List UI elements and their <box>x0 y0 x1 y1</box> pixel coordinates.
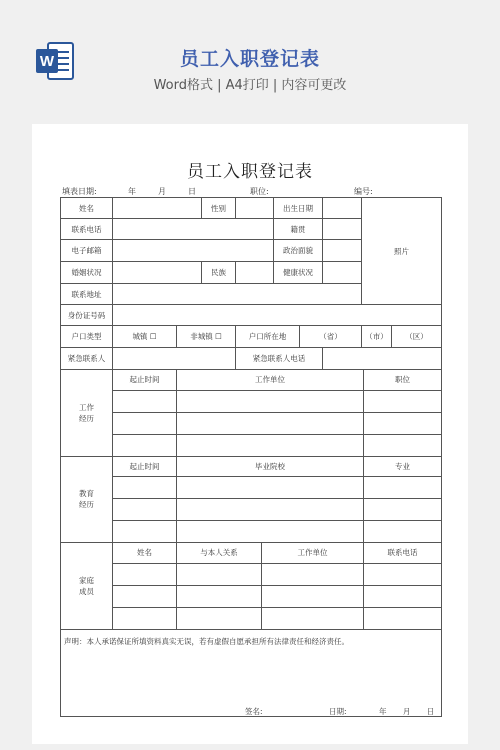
work-unit-cell[interactable] <box>177 434 364 456</box>
political-status-field[interactable] <box>323 240 362 262</box>
family-phone-cell[interactable] <box>364 585 442 607</box>
family-label-line2: 成员 <box>79 586 94 596</box>
ethnicity-field[interactable] <box>236 262 274 284</box>
work-position-cell[interactable] <box>364 434 442 456</box>
fill-year-label: 年 <box>128 187 136 196</box>
work-position-header: 职位 <box>364 370 442 391</box>
major-cell[interactable] <box>364 521 442 543</box>
edu-period-cell[interactable] <box>113 521 177 543</box>
emergency-phone-field[interactable] <box>323 348 442 370</box>
health-label: 健康状况 <box>274 262 323 284</box>
phone-field[interactable] <box>113 219 274 240</box>
emergency-contact-label: 紧急联系人 <box>61 348 113 370</box>
family-name-cell[interactable] <box>113 607 177 629</box>
declaration-text: 声明：本人承诺保证所填资料真实无误，若有虚假自愿承担所有法律责任和经济责任。 <box>64 636 349 646</box>
number-label: 编号: <box>354 187 373 196</box>
school-cell[interactable] <box>177 477 364 499</box>
relation-cell[interactable] <box>177 585 262 607</box>
signature-date-label: 日期: <box>329 706 347 716</box>
family-name-cell[interactable] <box>113 585 177 607</box>
family-work-unit-cell[interactable] <box>262 563 364 585</box>
work-period-header: 起止时间 <box>113 370 177 391</box>
fill-month-label: 月 <box>158 187 166 196</box>
family-label-line1: 家庭 <box>79 575 94 585</box>
registration-form-table <box>60 197 442 717</box>
ethnicity-label: 民族 <box>202 262 236 284</box>
family-work-unit-header: 工作单位 <box>262 543 364 564</box>
photo-area[interactable]: 照片 <box>362 198 442 305</box>
fill-date-label: 填表日期: <box>62 187 97 196</box>
document-title: 员工入职登记表 <box>187 162 313 182</box>
marital-status-field[interactable] <box>113 262 202 284</box>
table-row <box>61 348 442 370</box>
edu-label-line2: 经历 <box>79 500 94 510</box>
id-number-field[interactable] <box>113 305 442 326</box>
province-field[interactable]: （省） <box>300 326 362 348</box>
major-header: 专业 <box>364 456 442 477</box>
relation-header: 与本人关系 <box>177 543 262 564</box>
signature-ymd: 年 月 日 <box>379 706 435 716</box>
table-row <box>61 456 442 477</box>
table-row <box>61 477 442 499</box>
name-label: 姓名 <box>61 198 113 219</box>
native-place-label: 籍贯 <box>274 219 323 240</box>
political-status-label: 政治面貌 <box>274 240 323 262</box>
table-row <box>61 585 442 607</box>
address-label: 联系地址 <box>61 284 113 305</box>
name-field[interactable] <box>113 198 202 219</box>
email-label: 电子邮箱 <box>61 240 113 262</box>
word-icon-letter: W <box>39 53 55 70</box>
birth-date-label: 出生日期 <box>274 198 323 219</box>
gender-field[interactable] <box>236 198 274 219</box>
emergency-phone-label: 紧急联系人电话 <box>236 348 323 370</box>
education-label <box>61 456 113 543</box>
fill-day-label: 日 <box>188 187 196 196</box>
hukou-type-label: 户口类型 <box>61 326 113 348</box>
work-unit-header: 工作单位 <box>177 370 364 391</box>
marital-status-label: 婚姻状况 <box>61 262 113 284</box>
table-row <box>61 563 442 585</box>
urban-checkbox[interactable]: 城镇 ☐ <box>113 326 177 348</box>
table-row <box>61 305 442 326</box>
district-field[interactable]: （区） <box>392 326 442 348</box>
table-row <box>61 607 442 629</box>
email-field[interactable] <box>113 240 274 262</box>
table-row <box>61 326 442 348</box>
gender-label: 性别 <box>202 198 236 219</box>
phone-label: 联系电话 <box>61 219 113 240</box>
major-cell[interactable] <box>364 499 442 521</box>
city-field[interactable]: （市） <box>362 326 392 348</box>
work-label-line1: 工作 <box>79 402 94 412</box>
table-row <box>61 412 442 434</box>
work-period-cell[interactable] <box>113 390 177 412</box>
table-row <box>61 499 442 521</box>
work-unit-cell[interactable] <box>177 390 364 412</box>
work-unit-cell[interactable] <box>177 412 364 434</box>
work-position-cell[interactable] <box>364 412 442 434</box>
table-row <box>61 629 442 716</box>
table-row <box>61 370 442 391</box>
family-members-label <box>61 543 113 630</box>
table-row <box>61 543 442 564</box>
school-header: 毕业院校 <box>177 456 364 477</box>
major-cell[interactable] <box>364 477 442 499</box>
work-experience-label <box>61 370 113 457</box>
family-phone-cell[interactable] <box>364 563 442 585</box>
family-work-unit-cell[interactable] <box>262 607 364 629</box>
document-page <box>32 124 468 744</box>
family-work-unit-cell[interactable] <box>262 585 364 607</box>
relation-cell[interactable] <box>177 607 262 629</box>
health-field[interactable] <box>323 262 362 284</box>
edu-period-header: 起止时间 <box>113 456 177 477</box>
work-period-cell[interactable] <box>113 434 177 456</box>
page-subtitle: Word格式 | A4打印 | 内容可更改 <box>153 78 347 93</box>
family-name-cell[interactable] <box>113 563 177 585</box>
table-row <box>61 521 442 543</box>
position-label: 职位: <box>250 187 269 196</box>
emergency-contact-field[interactable] <box>113 348 236 370</box>
work-label-line2: 经历 <box>79 413 94 423</box>
family-name-header: 姓名 <box>113 543 177 564</box>
birth-date-field[interactable] <box>323 198 362 219</box>
family-phone-cell[interactable] <box>364 607 442 629</box>
hukou-location-label: 户口所在地 <box>236 326 300 348</box>
work-position-cell[interactable] <box>364 390 442 412</box>
rural-checkbox[interactable]: 非城镇 ☐ <box>177 326 236 348</box>
page-header <box>0 0 500 115</box>
table-row <box>61 390 442 412</box>
table-row <box>61 198 442 219</box>
work-period-cell[interactable] <box>113 412 177 434</box>
native-place-field[interactable] <box>323 219 362 240</box>
school-cell[interactable] <box>177 499 364 521</box>
signature-label: 签名: <box>245 706 263 716</box>
school-cell[interactable] <box>177 521 364 543</box>
edu-period-cell[interactable] <box>113 499 177 521</box>
declaration-cell <box>61 629 442 716</box>
page-title: 员工入职登记表 <box>179 48 320 70</box>
relation-cell[interactable] <box>177 563 262 585</box>
address-field[interactable] <box>113 284 362 305</box>
family-phone-header: 联系电话 <box>364 543 442 564</box>
table-row <box>61 434 442 456</box>
id-number-label: 身份证号码 <box>61 305 113 326</box>
edu-label-line1: 教育 <box>79 489 94 499</box>
edu-period-cell[interactable] <box>113 477 177 499</box>
